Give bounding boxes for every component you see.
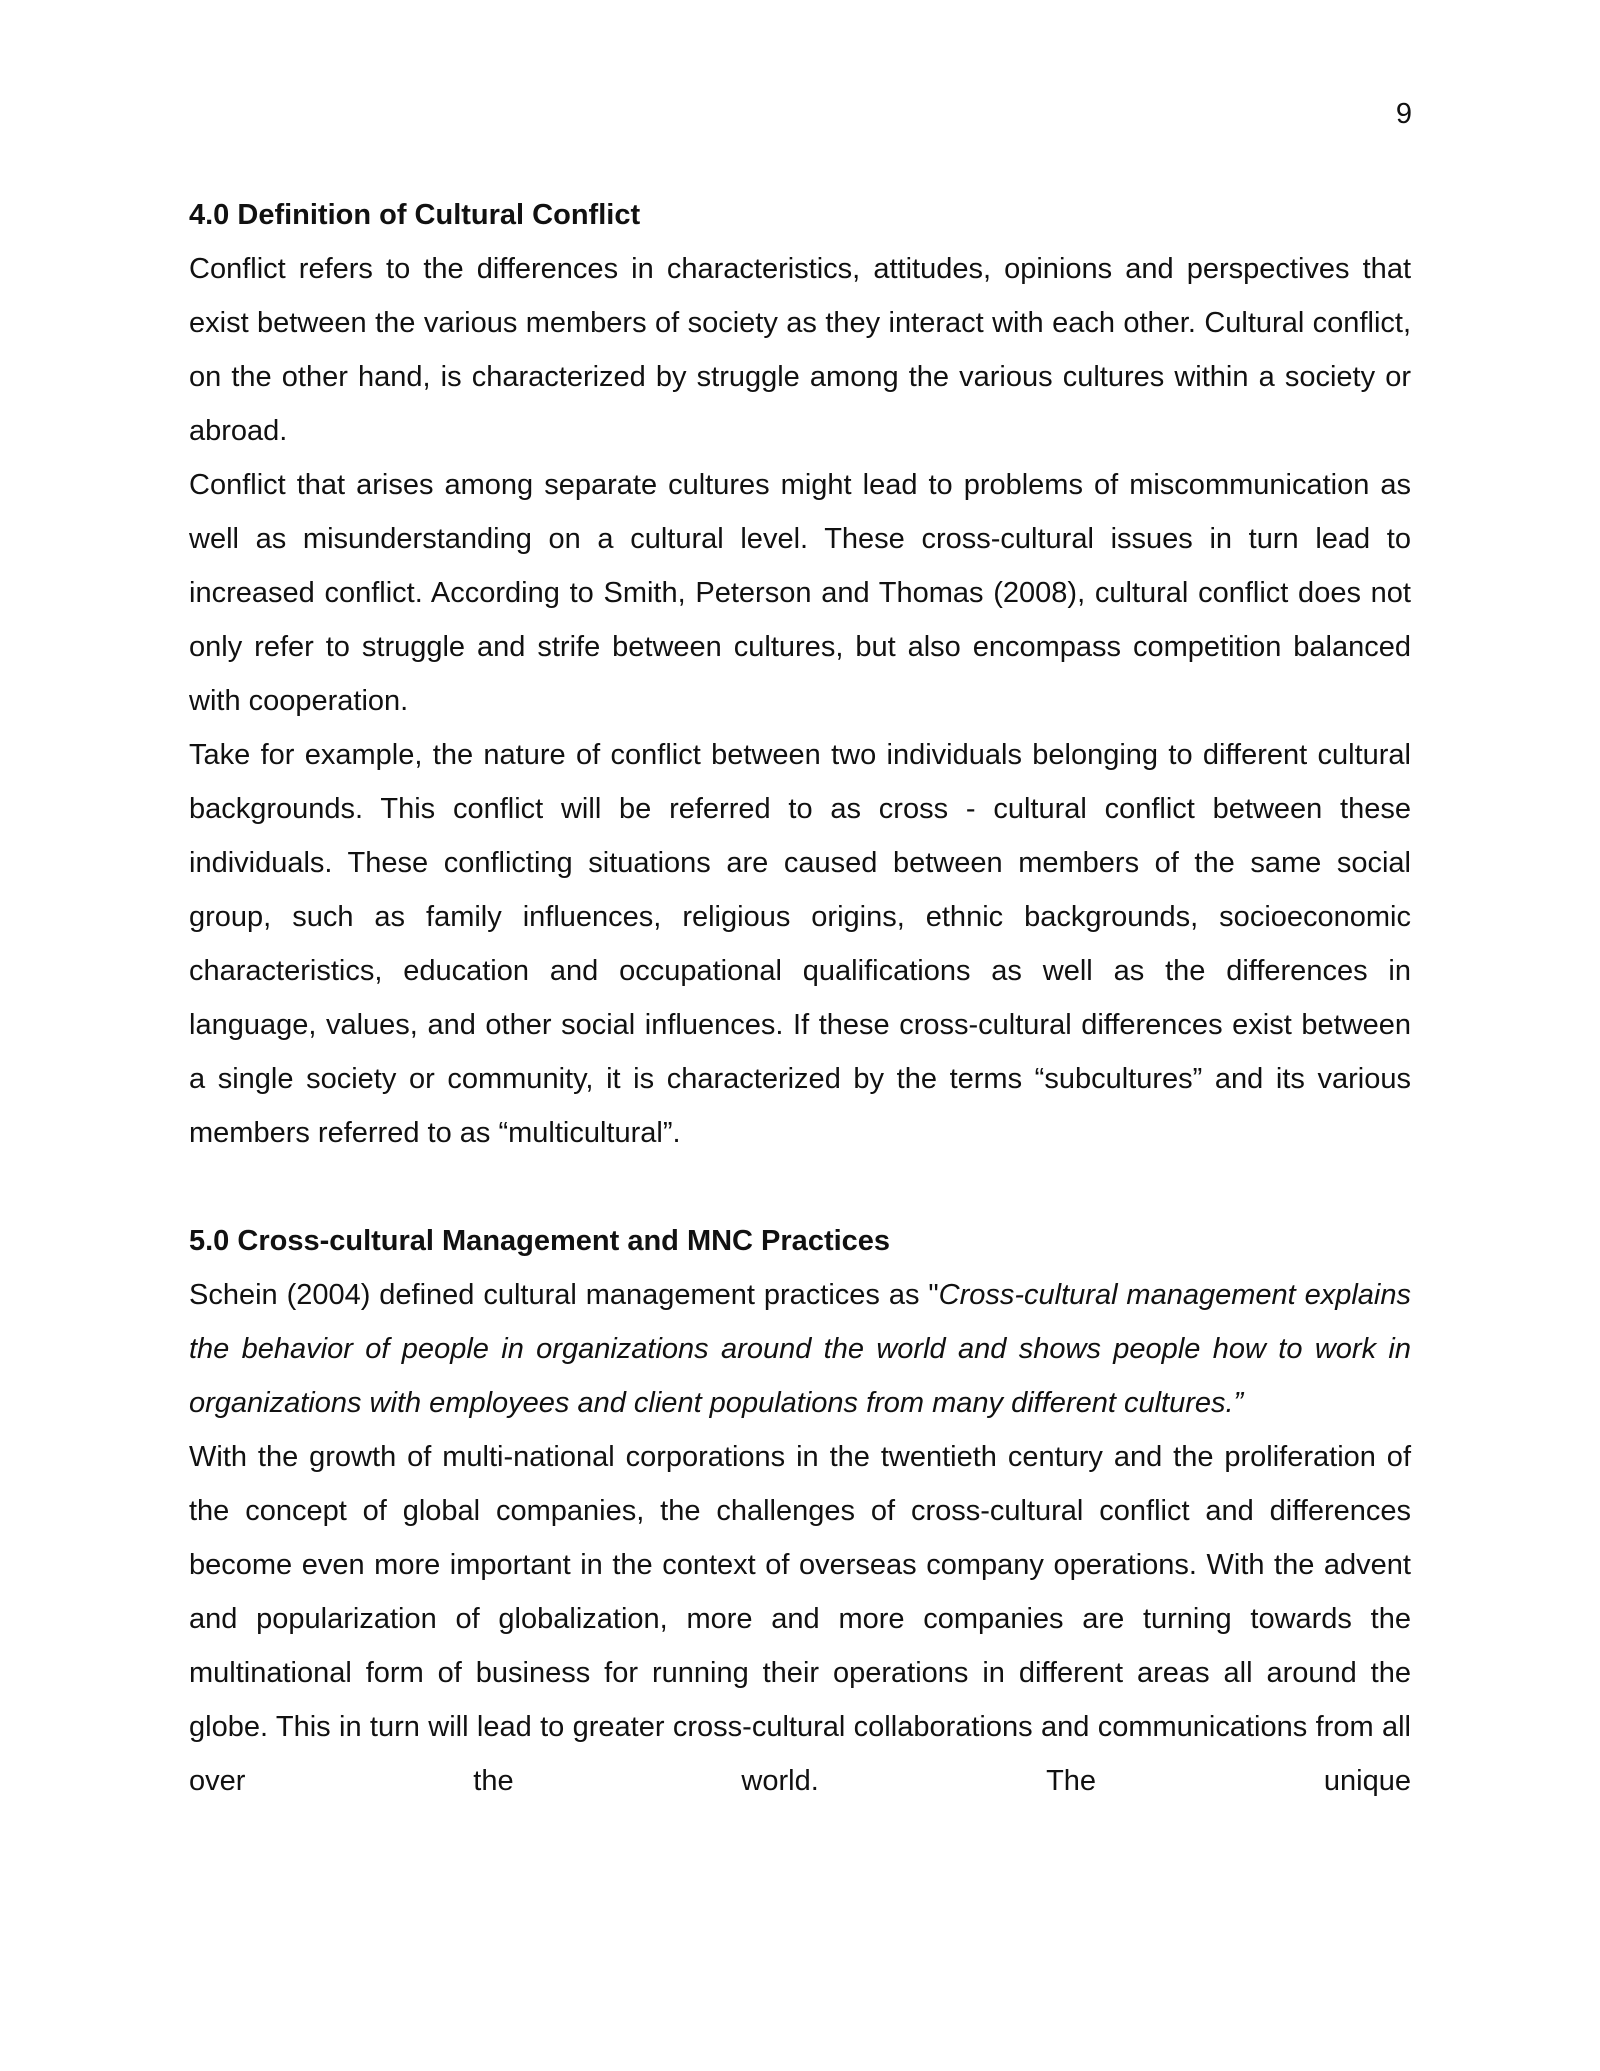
section-5-paragraph: With the growth of multi-national corporations in the twentieth century and the proliferation of the concept of global companies, the challenges of cross-cultural conflict and differences become even more important in the context of overseas company operations. With the advent and popularization of globalization, more and more companies are turning towards the multinational form of business for running their operations in different areas all around the globe. This in turn will lead to greater cross-cultural collaborations and communications from all over the world. The unique [189, 1441, 1411, 1797]
page-content [189, 188, 1411, 1808]
quote-intro: Schein (2004) defined cultural management practices as " [189, 1279, 939, 1311]
section-spacer [189, 1160, 1411, 1214]
section-4-paragraph-3: Take for example, the nature of conflict between two individuals belonging to different cultural backgrounds. This conflict will be referred to as cross - cultural conflict between these individuals. These conflicting situations are caused between members of the same social group, such as family influences, religious origins, ethnic backgrounds, socioeconomic characteristics, education and occupational qualifications as well as the differences in language, values, and other social influences. If these cross-cultural differences exist between a single society or community, it is characterized by the terms “subcultures” and its various members referred to as “multicultural”. [189, 739, 1411, 1149]
page-number: 9 [1395, 98, 1412, 130]
section-4-paragraph-1: Conflict refers to the differences in characteristics, attitudes, opinions and perspectives that exist between the various members of society as they interact with each other. Cultural conflict, on the other hand, is characterized by struggle among the various cultures within a society or abroad. [189, 253, 1411, 447]
quote-text: Cross-cultural management explains the behavior of people in organizations around the world and shows people how to work in organizations with employees and client populations from many different cultures.” [189, 1279, 1411, 1419]
section-5-quote-paragraph [189, 1268, 1411, 1430]
section-5-heading: 5.0 Cross-cultural Management and MNC Practices [189, 1225, 891, 1257]
section-4-heading: 4.0 Definition of Cultural Conflict [189, 199, 641, 231]
section-4-paragraph-2: Conflict that arises among separate cultures might lead to problems of miscommunication as well as misunderstanding on a cultural level. These cross-cultural issues in turn lead to increased conflict. According to Smith, Peterson and Thomas (2008), cultural conflict does not only refer to struggle and strife between cultures, but also encompass competition balanced with cooperation. [189, 469, 1411, 717]
